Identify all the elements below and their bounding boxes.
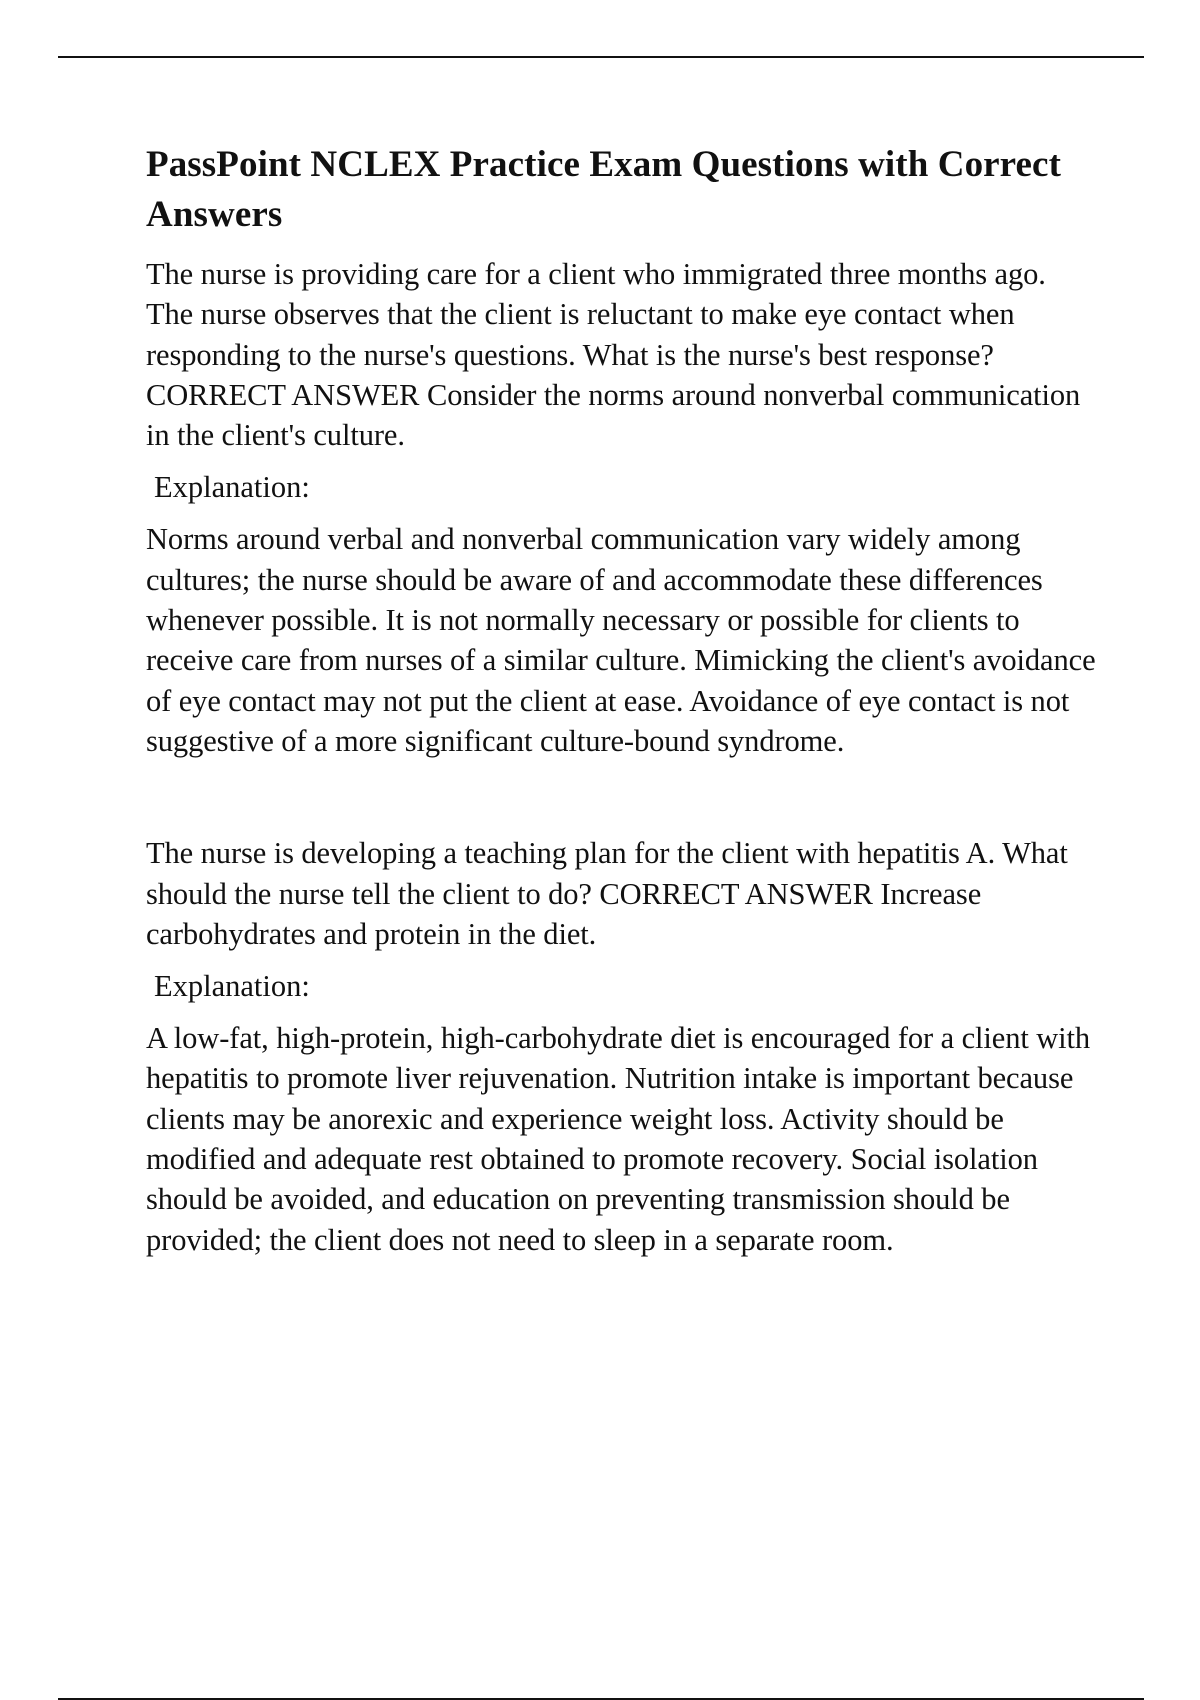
question-text: The nurse is providing care for a client who immigrated three months ago. The nurse observes that the client is reluctant to make eye contact when responding to the nurse's questions. What is the nurse's best response? CORRECT ANSWER Consider the norms around nonverbal communication in the client's culture. — [146, 257, 1081, 453]
explanation-text: Norms around verbal and nonverbal communication vary widely among cultures; the nurse should be aware of and accommodate these differences whenever possible. It is not normally necessary or possible for clients to receive care from nurses of a similar culture. Mimicking the client's avoidance of eye contact may not put the client at ease. Avoidance of eye contact is not suggestive of a more significant culture-bound syndrome. — [146, 522, 1096, 758]
question-text: The nurse is developing a teaching plan for the client with hepatitis A. What should the nurse tell the client to do? CORRECT ANSWER Increase carbohydrates and protein in the diet. — [146, 836, 1068, 951]
explanation-label: Explanation: — [154, 969, 310, 1004]
header-rule — [58, 56, 1144, 58]
document-body — [146, 140, 1096, 1260]
qa-item — [146, 254, 1096, 761]
explanation-text: A low-fat, high-protein, high-carbohydrate diet is encouraged for a client with hepatitis to promote liver rejuvenation. Nutrition intake is important because clients may be anorexic and experience weight loss. Activity should be modified and adequate rest obtained to promote recovery. Social isolation should be avoided, and education on preventing transmission should be provided; the client does not need to sleep in a separate room. — [146, 1021, 1091, 1257]
document-title: PassPoint NCLEX Practice Exam Questions with Correct Answers — [146, 144, 1062, 235]
explanation-label: Explanation: — [154, 470, 310, 505]
qa-item — [146, 833, 1096, 1260]
